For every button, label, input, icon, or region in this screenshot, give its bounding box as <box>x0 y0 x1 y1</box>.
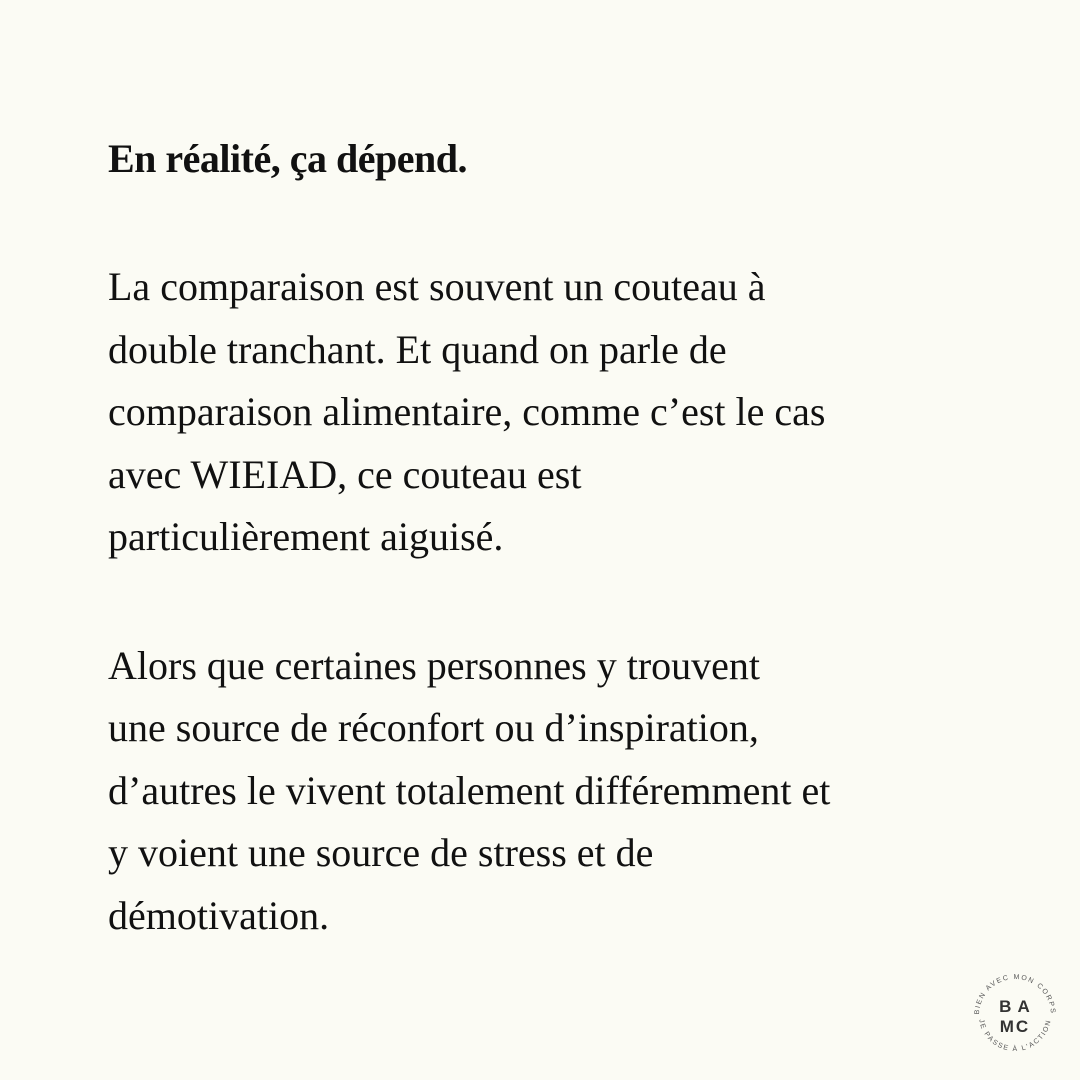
logo-ring-bottom-text: JE PASSE À L'ACTION <box>977 1018 1053 1054</box>
paragraph-2-line: démotivation. <box>108 892 330 938</box>
paragraph-1 <box>108 256 1008 569</box>
paragraph-2-line: une source de réconfort ou d’inspiration, <box>108 705 759 750</box>
logo-ring-top-text: BIEN AVEC MON CORPS <box>973 973 1057 1015</box>
paragraph-1-line: avec WIEIAD, ce couteau est <box>108 451 582 497</box>
paragraph-2-line: Alors que certaines personnes y trouvent <box>108 642 761 688</box>
bamc-logo-svg <box>970 970 1060 1060</box>
paragraph-2 <box>108 635 1008 948</box>
paragraph-2-line: y voient une source de stress et de <box>108 830 654 875</box>
text-content <box>108 128 1008 947</box>
paragraph-1-line: double tranchant. Et quand on parle de <box>108 326 727 372</box>
spacer <box>108 190 1008 256</box>
paragraph-1-line: particulièrement aiguisé. <box>108 514 504 559</box>
spacer <box>108 569 1008 635</box>
logo-line-1: B A <box>999 997 1031 1016</box>
paragraph-2-line: d’autres le vivent totalement différemment et <box>108 767 831 813</box>
paragraph-1-line: comparaison alimentaire, comme c’est le cas <box>108 389 826 434</box>
bamc-logo <box>970 970 1060 1060</box>
paragraph-1-line: La comparaison est souvent un couteau à <box>108 264 766 309</box>
heading: En réalité, ça dépend. <box>108 136 467 181</box>
logo-line-2: MC <box>999 1017 1031 1036</box>
